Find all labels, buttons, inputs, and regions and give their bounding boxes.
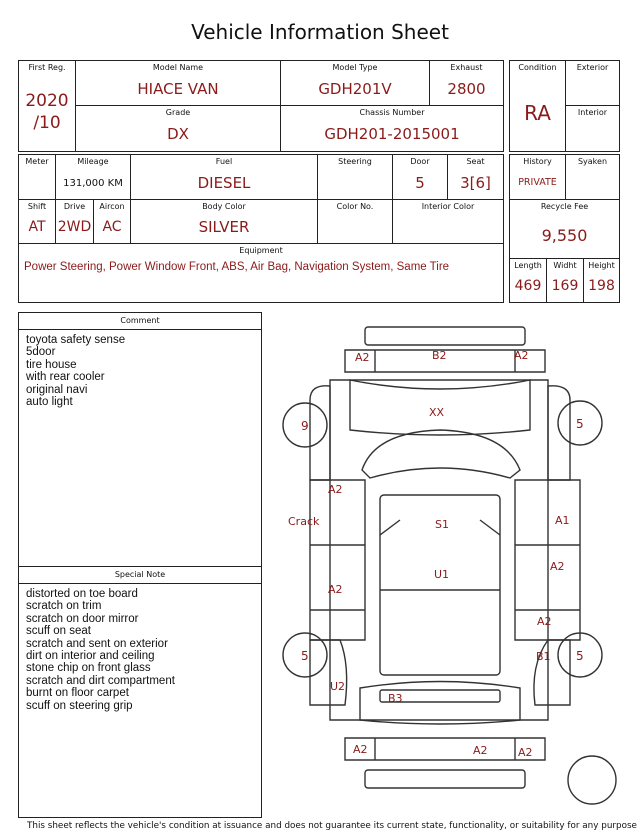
windshield-shape [362, 430, 520, 478]
comment-item: original navi [26, 383, 88, 396]
mark-front-left: A2 [355, 351, 370, 364]
history-value: PRIVATE [518, 177, 557, 188]
height-value: 198 [588, 278, 615, 294]
exterior-cell [565, 60, 620, 106]
aircon-value: AC [102, 219, 122, 235]
shift-label: Shift [27, 202, 47, 211]
mark-rear-gate: B3 [388, 692, 403, 705]
seat-value: 3[6] [460, 174, 491, 192]
meter-cell [18, 154, 56, 200]
model-type-label: Model Type [332, 63, 378, 72]
seat-label: Seat [466, 157, 485, 166]
comment-label: Comment [120, 316, 160, 325]
interior-label: Interior [577, 108, 608, 117]
exhaust-value: 2800 [447, 80, 486, 98]
comment-header [19, 313, 261, 330]
mark-right-mid-door: A2 [550, 560, 565, 573]
grade-cell [75, 105, 281, 152]
mark-left-front-door: A2 [328, 483, 343, 496]
special-note-item: burnt on floor carpet [26, 687, 129, 700]
recycle-fee-label: Recycle Fee [540, 202, 589, 211]
fuel-value: DIESEL [197, 174, 251, 192]
mark-roof-center: U1 [434, 568, 450, 581]
first-reg-year: 2020 [25, 91, 69, 111]
disclaimer-footer: This sheet reflects the vehicle's condition at issuance and does not guarantee its current state, functionality, or suitability for any purpose [27, 821, 637, 831]
steering-cell [317, 154, 393, 200]
mark-front-right: A2 [514, 349, 529, 362]
model-name-label: Model Name [152, 63, 204, 72]
rear-gate-shape [360, 682, 520, 725]
special-note-list [26, 588, 175, 712]
drive-cell [55, 199, 94, 244]
mark-roof-front: S1 [435, 518, 449, 531]
length-cell [509, 258, 547, 303]
grade-label: Grade [165, 108, 191, 117]
special-note-item: scratch and dirt compartment [26, 674, 175, 687]
body-color-label: Body Color [202, 202, 246, 211]
color-no-label: Color No. [336, 202, 374, 211]
chassis-cell [280, 105, 504, 152]
door-value: 5 [415, 174, 425, 192]
aircon-cell [93, 199, 131, 244]
height-cell [583, 258, 620, 303]
door-label: Door [410, 157, 430, 166]
drive-value: 2WD [57, 219, 92, 235]
right-front-fender-shape [548, 386, 570, 480]
mark-left-front-wheel: 9 [301, 419, 309, 433]
equipment-cell [18, 243, 504, 303]
special-note-item: scratch on trim [26, 600, 102, 613]
equipment-value: Power Steering, Power Window Front, ABS, Air Bag, Navigation System, Same Tire [24, 261, 450, 273]
history-cell [509, 154, 566, 200]
comment-item: 5door [26, 346, 56, 359]
interior-cell [565, 105, 620, 152]
exhaust-label: Exhaust [450, 63, 483, 72]
equipment-label: Equipment [239, 246, 283, 255]
comment-item: toyota safety sense [26, 334, 126, 346]
height-label: Height [588, 261, 615, 270]
mark-right-front-wheel: 5 [576, 417, 584, 431]
model-type-cell [280, 60, 430, 106]
width-value: 169 [551, 278, 579, 294]
special-note-item: scratch on door mirror [26, 612, 139, 625]
length-value: 469 [514, 278, 542, 294]
first-reg-label: First Reg. [28, 63, 66, 72]
model-name-cell [75, 60, 281, 106]
model-name-value: HIACE VAN [137, 80, 219, 98]
condition-cell [509, 60, 566, 152]
special-note-item: scuff on seat [26, 625, 91, 638]
left-front-fender-shape [310, 386, 330, 480]
fuel-cell [130, 154, 318, 200]
interior-color-cell [392, 199, 504, 244]
mark-right-rear-wheel: 5 [576, 649, 584, 663]
first-reg-cell [18, 60, 76, 152]
model-type-value: GDH201V [318, 80, 392, 98]
spare-wheel [568, 756, 616, 804]
width-label: Widht [553, 261, 577, 270]
rear-bumper-shape [365, 770, 525, 788]
mark-left-rear-wheel: 5 [301, 649, 309, 663]
color-no-cell [317, 199, 393, 244]
left-doors-shape [310, 480, 365, 640]
mileage-label: Mileage [77, 157, 109, 166]
comment-item: with rear cooler [26, 371, 105, 384]
condition-label: Condition [518, 63, 557, 72]
special-note-item: stone chip on front glass [26, 662, 151, 675]
mark-right-front-door: A1 [555, 514, 570, 527]
width-cell [546, 258, 584, 303]
mark-front-center: B2 [432, 349, 447, 362]
mark-left-mid-door: A2 [328, 583, 343, 596]
mileage-value: 131,000 KM [63, 178, 123, 189]
mark-rear-center: A2 [473, 744, 488, 757]
mark-right-rear-panel: A2 [537, 615, 552, 628]
shift-cell [18, 199, 56, 244]
fuel-label: Fuel [215, 157, 233, 166]
grade-value: DX [167, 125, 189, 143]
chassis-value: GDH201-2015001 [324, 125, 460, 143]
recycle-fee-cell [509, 199, 620, 259]
page-title: Vehicle Information Sheet [191, 20, 449, 44]
aircon-label: Aircon [99, 202, 125, 211]
mark-rear-right: A2 [518, 746, 533, 759]
comment-item: tire house [26, 358, 77, 371]
meter-label: Meter [25, 157, 49, 166]
shift-value: AT [28, 219, 46, 235]
body-color-cell [130, 199, 318, 244]
mark-hood: XX [429, 406, 445, 419]
condition-value: RA [524, 101, 551, 125]
special-note-item: scuff on steering grip [26, 699, 133, 712]
door-cell [392, 154, 448, 200]
exterior-label: Exterior [576, 63, 609, 72]
special-note-item: dirt on interior and ceiling [26, 650, 155, 663]
special-note-header [19, 567, 261, 584]
recycle-fee-value: 9,550 [541, 226, 588, 245]
front-bumper-shape [365, 327, 525, 345]
comment-box [18, 312, 262, 568]
steering-label: Steering [338, 157, 372, 166]
special-note-label: Special Note [114, 570, 166, 579]
comment-item: auto light [26, 396, 73, 409]
special-note-box [18, 566, 262, 818]
seat-cell [447, 154, 504, 200]
chassis-label: Chassis Number [359, 108, 425, 117]
mark-left-rear-fender: U2 [330, 680, 346, 693]
drive-label: Drive [63, 202, 86, 211]
special-note-item: scratch and sent on exterior [26, 637, 168, 650]
comment-list [26, 334, 125, 408]
mileage-cell [55, 154, 131, 200]
exhaust-cell [429, 60, 504, 106]
history-label: History [523, 157, 552, 166]
vehicle-damage-diagram [262, 318, 640, 820]
length-label: Length [514, 261, 542, 270]
mark-right-rear-fender: B1 [536, 650, 551, 663]
body-color-value: SILVER [198, 218, 250, 236]
mark-rear-left: A2 [353, 743, 368, 756]
left-rear-panel-shape [310, 640, 347, 705]
syaken-label: Syaken [577, 157, 608, 166]
interior-color-label: Interior Color [421, 202, 475, 211]
mark-crack: Crack [288, 515, 320, 528]
first-reg-month: /10 [33, 113, 61, 133]
special-note-item: distorted on toe board [26, 588, 138, 600]
syaken-cell [565, 154, 620, 200]
